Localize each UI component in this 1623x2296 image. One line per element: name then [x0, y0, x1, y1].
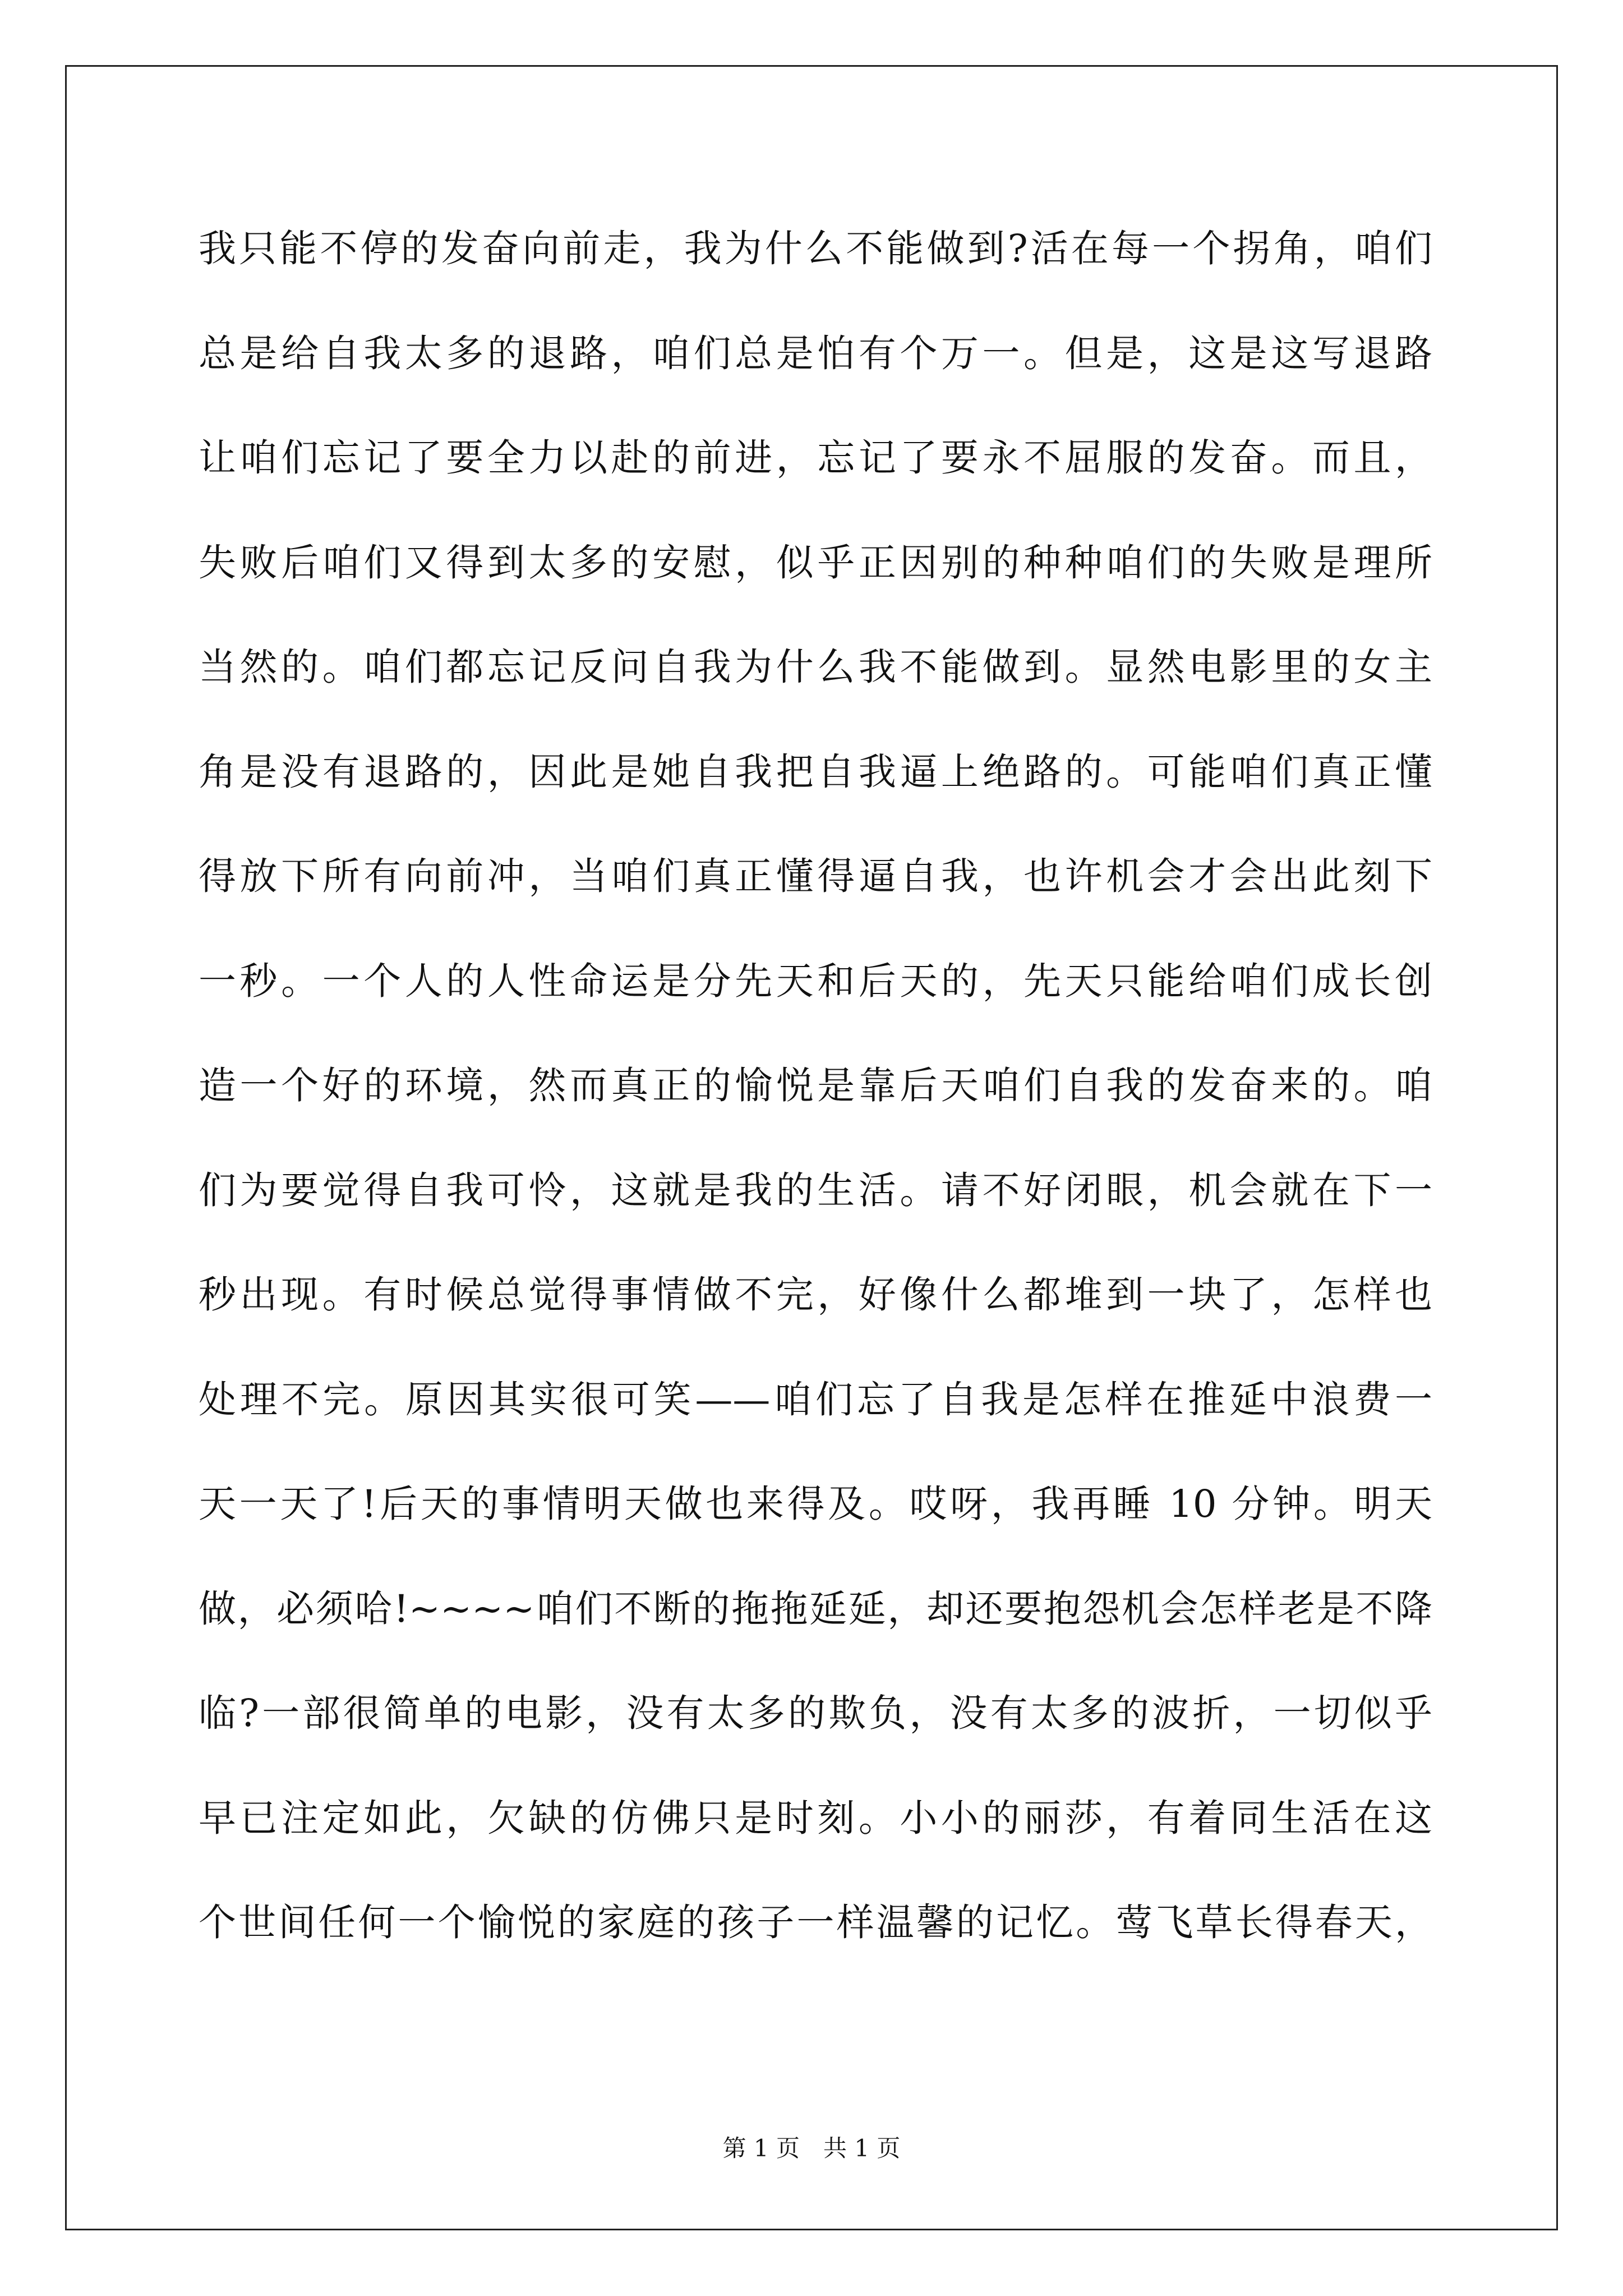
text-line: 得放下所有向前冲，当咱们真正懂得逼自我，也许机会才会出此刻下 [199, 854, 1432, 898]
text-line: 们为要觉得自我可怜，这就是我的生活。请不好闭眼，机会就在下一 [199, 1168, 1432, 1212]
text-line: 临?一部很简单的电影，没有太多的欺负，没有太多的波折，一切似乎 [199, 1691, 1432, 1735]
text-line: 我只能不停的发奋向前走，我为什么不能做到?活在每一个拐角，咱们 [199, 227, 1432, 270]
text-line: 天一天了!后天的事情明天做也来得及。哎呀，我再睡 10 分钟。明天 [199, 1482, 1432, 1526]
text-line: 一秒。一个人的人性命运是分先天和后天的，先天只能给咱们成长创 [199, 959, 1432, 1003]
text-line: 让咱们忘记了要全力以赴的前进，忘记了要永不屈服的发奋。而且， [199, 436, 1432, 480]
text-line: 角是没有退路的，因此是她自我把自我逼上绝路的。可能咱们真正懂 [199, 749, 1432, 794]
text-line: 个世间任何一个愉悦的家庭的孩子一样温馨的记忆。莺飞草长得春天， [199, 1901, 1432, 1944]
text-line: 总是给自我太多的退路，咱们总是怕有个万一。但是，这是这写退路 [199, 331, 1432, 375]
text-line: 秒出现。有时候总觉得事情做不完，好像什么都堆到一块了，怎样也 [199, 1273, 1432, 1317]
text-line: 早已注定如此，欠缺的仿佛只是时刻。小小的丽莎，有着同生活在这 [199, 1796, 1432, 1840]
text-line: 处理不完。原因其实很可笑——咱们忘了自我是怎样在推延中浪费一 [199, 1377, 1432, 1421]
text-line: 当然的。咱们都忘记反问自我为什么我不能做到。显然电影里的女主 [199, 645, 1432, 689]
text-line: 造一个好的环境，然而真正的愉悦是靠后天咱们自我的发奋来的。咱 [199, 1064, 1432, 1107]
document-body [199, 196, 1432, 1975]
text-line: 失败后咱们又得到太多的安慰，似乎正因别的种种咱们的失败是理所 [199, 540, 1432, 585]
page-number-footer: 第 1 页 共 1 页 [722, 2134, 901, 2162]
text-line: 做，必须哈!~~~~咱们不断的拖拖延延，却还要抱怨机会怎样老是不降 [199, 1586, 1432, 1631]
